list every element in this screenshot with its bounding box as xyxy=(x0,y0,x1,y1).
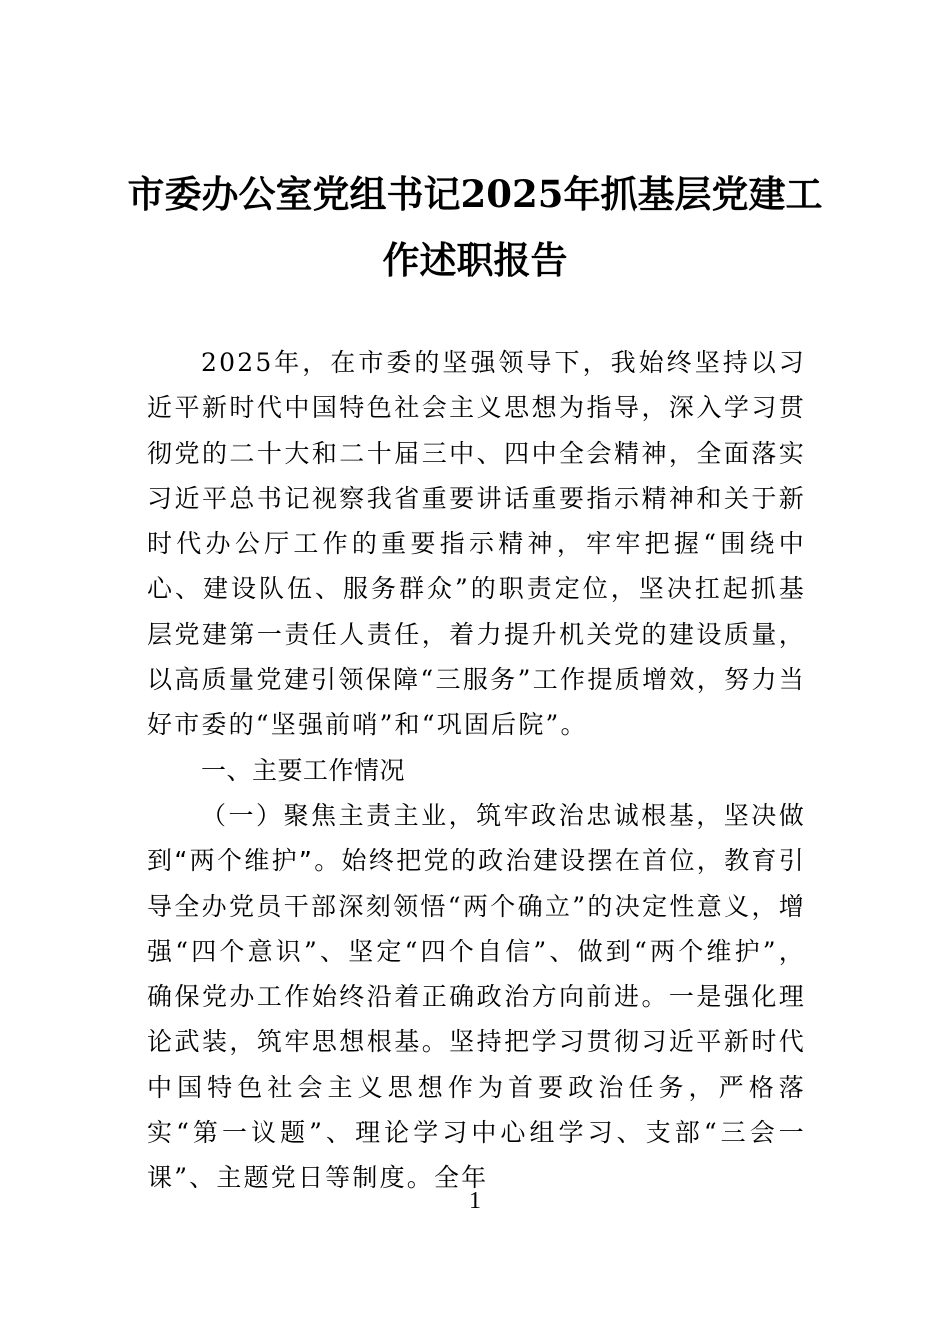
subsection-body: 始终把党的政治建设摆在首位，教育引导全办党员干部深刻领悟“两个确立”的决定性意义，增强“四个意识”、坚定“四个自信”、做到“两个维护”，确保党办工作始终沿着正确政治方向前进。一是强化理论武装，筑牢思想根基。坚持把学习贯彻习近平新时代中国特色社会主义思想作为首要政治任务，严格落实“第一议题”、理论学习中心组学习、支部“三会一课”、主题党日等制度。全年 xyxy=(147,846,806,1193)
section-heading: 一、主要工作情况 xyxy=(201,755,406,785)
document-body xyxy=(147,340,806,1201)
title-line-1: 市委办公室党组书记2025年抓基层党建工 xyxy=(127,172,823,216)
document-title xyxy=(100,161,850,293)
intro-paragraph: 2025年，在市委的坚强领导下，我始终坚持以习近平新时代中国特色社会主义思想为指导，深入学习贯彻党的二十大和二十届三中、四中全会精神，全面落实习近平总书记视察我省重要讲话重要指示精神和关于新时代办公厅工作的重要指示精神，牢牢把握“围绕中心、建设队伍、服务群众”的职责定位，坚决扛起抓基层党建第一责任人责任，着力提升机关党的建设质量，以高质量党建引领保障“三服务”工作提质增效，努力当好市委的“坚强前哨”和“巩固后院”。 xyxy=(147,348,806,740)
subsection-paragraph xyxy=(147,793,806,1201)
page-number: 1 xyxy=(469,1188,481,1214)
title-line-2: 作述职报告 xyxy=(382,238,568,282)
subsection-heading: （一）聚焦主责主业，筑牢政治忠诚根基，坚决做到“两个维护”。 xyxy=(147,800,806,876)
